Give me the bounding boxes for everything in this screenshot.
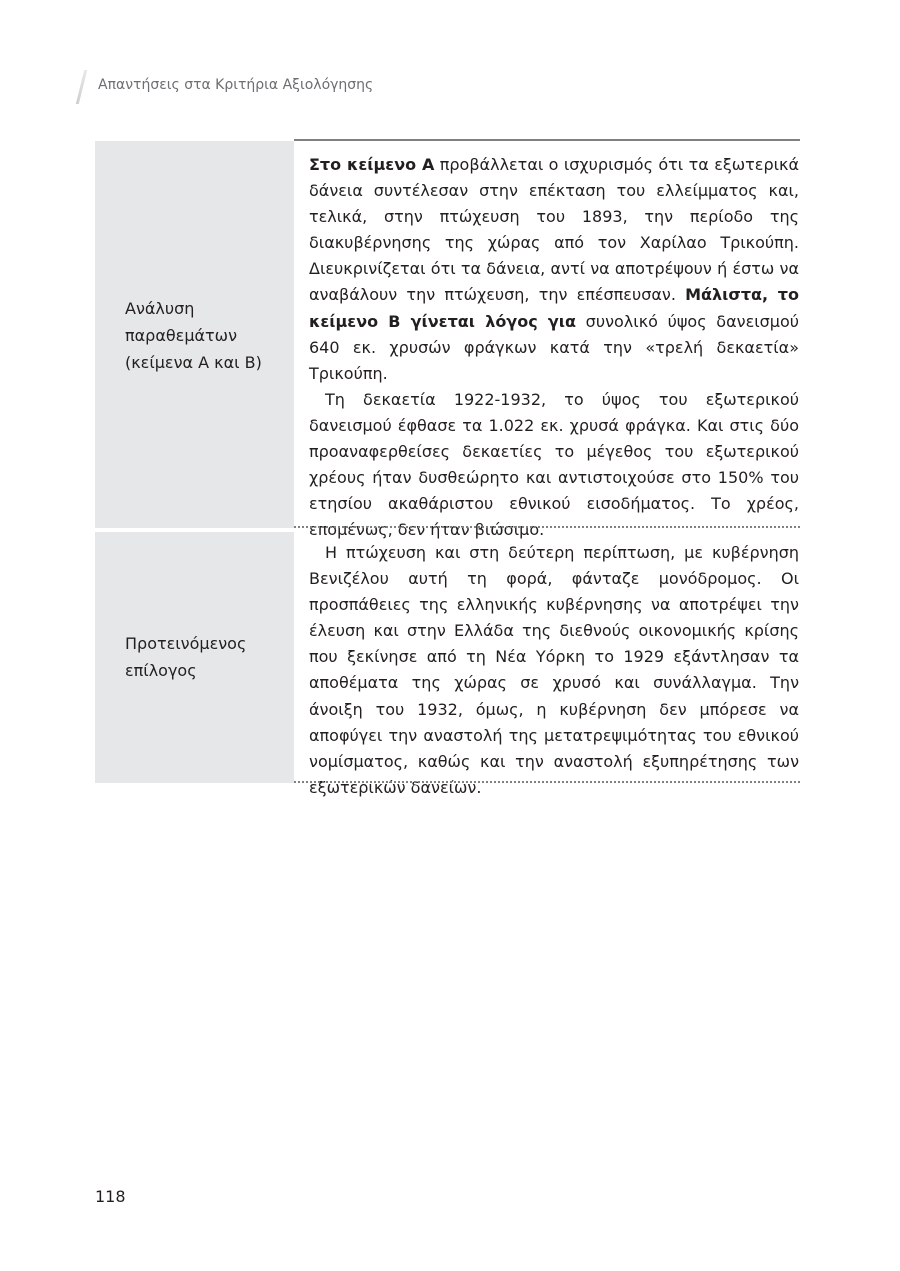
row-label-cell: [95, 532, 294, 783]
header-title: Απαντήσεις στα Κριτήρια Αξιολόγησης: [98, 77, 374, 93]
paragraph: Τη δεκαετία 1922-1932, το ύψος του εξωτερικού δανεισμού έφθασε τα 1.022 εκ. χρυσά φράγκα. Και στις δύο προαναφερθείσες δεκαετίες το μέγεθος του εξωτερικού χρέους ήταν δυσθεώρητο και αντιστοιχούσε στο 150% του ετησίου ακαθάριστου εθνικού εισοδήματος. Το χρέος, επομένως, δεν ήταν βιώσιμο.: [309, 389, 799, 540]
header-slash-decoration: [76, 70, 87, 104]
table-row-analysis: [95, 141, 800, 540]
row-label: Προτεινόμενος επίλογος: [125, 634, 247, 680]
paragraph: Η πτώχευση και στη δεύτερη περίπτωση, με κυβέρνηση Βενιζέλου αυτή τη φορά, φάνταζε μονόδρομος. Οι προσπάθειες της ελληνικής κυβέρνησης να αποτρέψει την έλευση και στην Ελλάδα της διεθνούς οικονομικής κρίσης που ξεκίνησε από τη Νέα Υόρκη το 1929 εξάντλησαν τα αποθέματα της χώρας σε χρυσό και συνάλλαγμα. Την άνοιξη του 1932, όμως, η κυβέρνηση δεν μπόρεσε να αποφύγει την αναστολή της μετατρεψιμότητας του εθνικού νομίσματος, καθώς και την αναστολή εξυπηρέτησης των εξωτερικών δανείων.: [309, 543, 799, 797]
row-label: Ανάλυση παραθεμάτων (κείμενα Α και Β): [125, 299, 262, 372]
row-text-cell: [309, 152, 799, 543]
paragraph: Στο κείμενο Α προβάλλεται ο ισχυρισμός ότι τα εξωτερικά δάνεια συντέλεσαν στην επέκταση του ελλείμματος και, τελικά, στην πτώχευση του 1893, την περίοδο της διακυβέρνησης της χώρας από τον Χαρίλαο Τρικούπη. Διευκρινίζεται ότι τα δάνεια, αντί να αποτρέψουν ή έστω να αναβάλουν την πτώχευση, την επέσπευσαν. Μάλιστα, το κείμενο Β γίνεται λόγος για συνολικό ύψος δανεισμού 640 εκ. χρυσών φράγκων κατά την «τρελή δεκαετία» Τρικούπη.: [309, 155, 799, 383]
row-dotted-divider: [294, 526, 800, 528]
row-dotted-divider: [294, 781, 800, 783]
row-text-cell: [309, 540, 799, 801]
row-label-cell: [95, 141, 294, 528]
page-number: 118: [95, 1187, 126, 1206]
table-row-epilogue: [95, 532, 800, 797]
